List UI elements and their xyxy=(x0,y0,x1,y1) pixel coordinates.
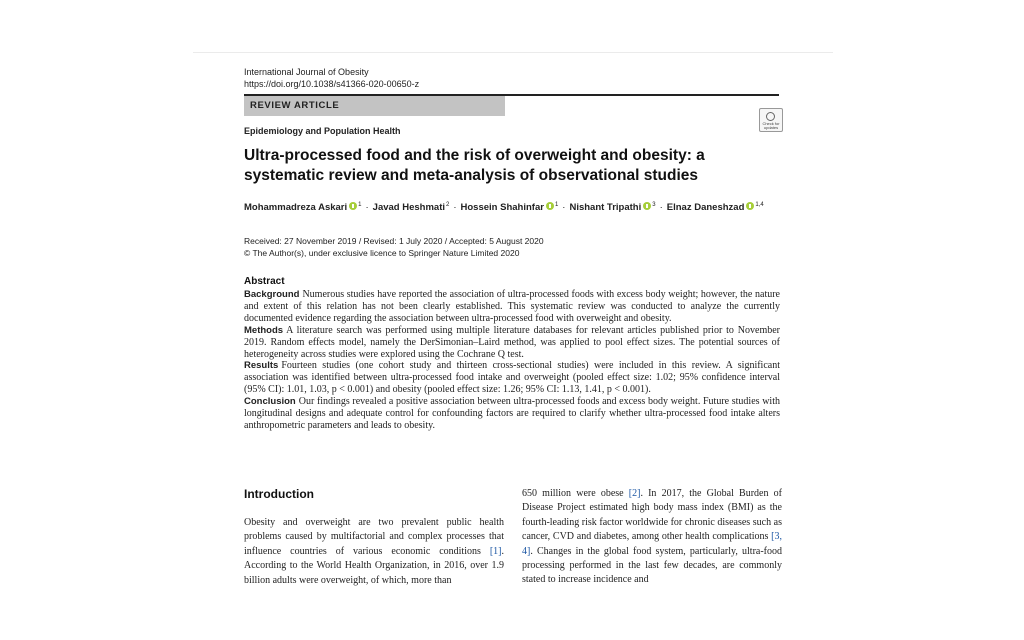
author-affiliation: 2 xyxy=(446,202,450,208)
citation-link[interactable]: [1] xyxy=(489,545,502,557)
results-text: Fourteen studies (one cohort study and thirteen cross-sectional studies) were included in this review. A significant association was identified between ultra-processed food intake and overweight (pooled effect size: 1.02; 95% confidence interval (95% CI): 1.01, 1.03, p < 0.001) and obesity (pooled effect size: 1.26; 95% CI: 1.13, 1.41, p < 0.001). xyxy=(244,360,780,396)
background-text: Numerous studies have reported the association of ultra-processed foods with excess body weight; however, the nature and extent of this relation has not been clearly established. This systematic review was conducted to analyze the currently documented evidence regarding the association between ultra-processed food with overweight and obesity. xyxy=(244,289,780,324)
intro-text: . Changes in the global food system, particularly, ultra-food processing performed in the last few decades, are commonly stated to increase incidence and xyxy=(522,545,782,586)
intro-column-left xyxy=(244,516,504,588)
journal-name: International Journal of Obesity xyxy=(244,67,369,77)
publication-dates: Received: 27 November 2019 / Revised: 1 July 2020 / Accepted: 5 August 2020 xyxy=(244,236,544,246)
author-affiliation: 3 xyxy=(652,202,656,208)
conclusion-label: Conclusion xyxy=(244,396,296,408)
page-top-border xyxy=(193,52,833,53)
copyright-notice: © The Author(s), under exclusive licence to Springer Nature Limited 2020 xyxy=(244,248,520,258)
author-affiliation: 1 xyxy=(554,202,559,208)
abstract-conclusion xyxy=(244,396,780,432)
citation-link[interactable]: [2] xyxy=(628,488,641,499)
abstract-results xyxy=(244,360,780,396)
intro-text: 650 million were obese xyxy=(522,488,629,499)
intro-paragraph xyxy=(244,516,504,588)
author-affiliation: 1 xyxy=(358,202,362,208)
article-page xyxy=(193,52,833,640)
orcid-icon[interactable] xyxy=(643,202,651,210)
author-separator: · xyxy=(562,202,566,214)
check-for-updates-icon[interactable] xyxy=(759,108,783,132)
intro-paragraph xyxy=(522,487,782,588)
methods-label: Methods xyxy=(244,324,284,336)
author-separator: · xyxy=(659,202,663,214)
abstract-body xyxy=(244,289,780,432)
author-name[interactable]: Hossein Shahinfar xyxy=(460,202,544,214)
abstract-methods xyxy=(244,325,780,361)
check-for-updates-label: Check for updates xyxy=(762,121,780,130)
check-circle-icon xyxy=(766,112,775,121)
author-name[interactable]: Nishant Tripathi xyxy=(569,202,642,214)
author-name[interactable]: Mohammadreza Askari xyxy=(244,202,348,214)
orcid-icon[interactable] xyxy=(746,202,754,210)
section-label: Epidemiology and Population Health xyxy=(244,126,401,136)
orcid-icon[interactable] xyxy=(546,202,554,210)
article-type-banner xyxy=(244,96,505,116)
author-name[interactable]: Elnaz Daneshzad xyxy=(666,202,745,214)
doi-link[interactable]: https://doi.org/10.1038/s41366-020-00650-z xyxy=(244,79,420,89)
article-title: Ultra-processed food and the risk of overweight and obesity: a systematic review and meta-analysis of observational studies xyxy=(244,147,705,184)
citation-link[interactable]: [3, 4] xyxy=(522,531,782,557)
intro-text: Obesity and overweight are two prevalent public health problems caused by multifactorial and complex processes that influence countries of various economic conditions xyxy=(244,517,504,557)
conclusion-text: Our findings revealed a positive association between ultra-processed foods and excess body weight. Future studies with longitudinal designs and adequate control for confounding factors are required to clarify whether ultra-processed food intake alters anthropometric parameters and leads to obesity. xyxy=(244,396,780,431)
methods-text: A literature search was performed using multiple literature databases for relevant articles published prior to November 2019. Random effects model, namely the DerSimonian–Laird method, was applied to pool effect sizes. The potential sources of heterogeneity across studies were explored using the Cochrane Q test. xyxy=(244,324,780,360)
author-separator: · xyxy=(453,202,457,214)
abstract-heading: Abstract xyxy=(244,276,285,287)
article-type-label: REVIEW ARTICLE xyxy=(250,100,340,111)
author-separator: · xyxy=(365,202,369,214)
intro-text: . According to the World Health Organization, in 2016, over 1.9 billion adults were overweight, of which, more than xyxy=(244,545,504,586)
background-label: Background xyxy=(244,289,300,300)
author-list xyxy=(244,202,764,213)
abstract-background xyxy=(244,289,780,325)
author-name[interactable]: Javad Heshmati xyxy=(372,202,445,214)
orcid-icon[interactable] xyxy=(349,202,357,210)
intro-text: . In 2017, the Global Burden of Disease Project estimated high body mass index (BMI) as the fourth-leading risk factor worldwide for chronic diseases such as cancer, CVD and diabetes, among other health complications xyxy=(522,488,782,543)
intro-column-right xyxy=(522,487,782,588)
introduction-heading: Introduction xyxy=(244,487,314,501)
results-label: Results xyxy=(244,360,279,372)
author-affiliation: 1,4 xyxy=(755,202,764,208)
